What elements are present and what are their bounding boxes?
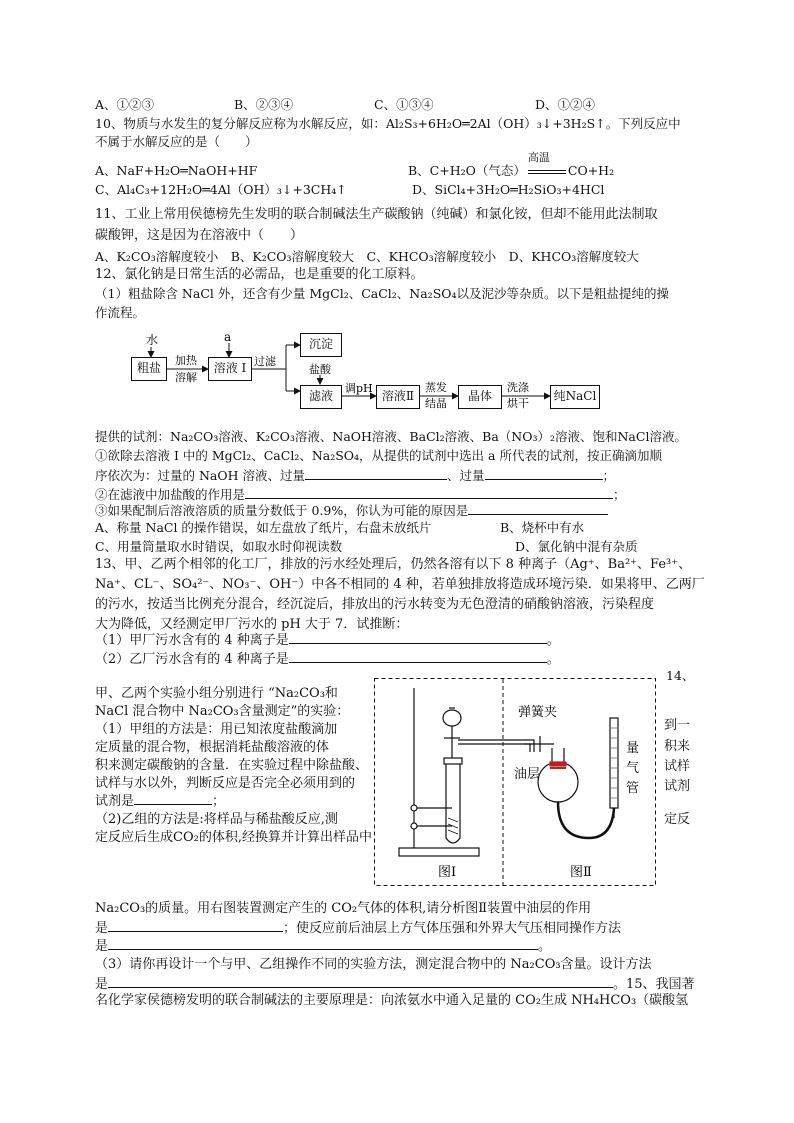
q12-sub3: ③如果配制后溶液溶质的质量分数低于 0.9%，你认为可能的原因是 <box>95 501 608 520</box>
q10-option-c: C、Al₄C₃+12H₂O═4Al（OH）₃↓+3CH₄↑ <box>95 182 347 197</box>
q9-option-a: A、①②③ <box>95 97 155 112</box>
box-pure-nacl: 纯NaCl <box>550 385 600 409</box>
q14-right-fragment-5: 定反 <box>664 812 691 827</box>
q12-part1-line1: （1）粗盐除含 NaCl 外，还含有少量 MgCl₂、CaCl₂、Na₂SO₄以及泥沙等杂质。以下是粗盐提纯的操 <box>95 286 670 301</box>
box-crude-salt: 粗盐 <box>131 357 167 381</box>
hcl-label: 盐酸 <box>309 363 331 376</box>
answer-blank-2[interactable] <box>485 466 603 480</box>
q14-line3: （1）甲组的方法是：用已知浓度盐酸滴加 <box>95 722 338 737</box>
q11-stem-line1: 11、工业上常用侯德榜先生发明的联合制碱法生产碳酸钠（纯碱）和氯化铵，但却不能用此法制取 <box>95 207 658 222</box>
q9-option-b: B、②③④ <box>234 97 294 112</box>
answer-blank-7[interactable] <box>134 791 212 805</box>
answer-blank-9[interactable] <box>108 936 538 950</box>
q10-option-a: A、NaF+H₂O═NaOH+HF <box>95 163 258 178</box>
answer-blank-4[interactable] <box>468 501 608 515</box>
box-solution-1: 溶液 I <box>208 357 252 381</box>
q12-sub2: ②在滤液中加盐酸的作用是 ； <box>95 487 626 502</box>
gas-burette-label-3: 管 <box>626 781 640 796</box>
crystallize-label: 结晶 <box>425 397 447 410</box>
q14-right-fragment-4: 试剂 <box>664 779 691 794</box>
q10-option-b: B、C+H₂O（气态） 高温 CO+H₂ <box>408 151 615 178</box>
reagent-a-label: a <box>224 330 232 344</box>
q9-option-d: D、①②④ <box>535 97 596 112</box>
q12-option-b: B、烧杯中有水 <box>500 520 585 535</box>
q14-line14: 是 。15、我国著 <box>95 974 695 994</box>
box-crystal: 晶体 <box>458 385 502 409</box>
box-precipitate: 沉淀 <box>300 333 342 357</box>
apparatus-figure <box>374 678 656 886</box>
answer-blank-10[interactable] <box>108 974 613 988</box>
heat-label: 加热 <box>175 354 197 367</box>
q13-line1: 13、甲、乙两个相邻的化工厂，排放的污水经处理后，仍然各溶有以下 8 种离子（Ag⁺、Ba²⁺、Fe³⁺、 <box>95 557 692 572</box>
q15-line1: 名化学家侯德榜发明的联合制碱法的主要原理是：向浓氨水中通入足量的 CO₂生成 NH₄HCO₃（碳酸氢 <box>95 993 689 1008</box>
q12-part1-line2: 作流程。 <box>95 305 146 320</box>
q13-answer1: （1）甲厂污水含有的 4 种离子是 。 <box>95 630 560 650</box>
q12-sub1-line1: ①欲除去溶液 I 中的 MgCl₂、CaCl₂、Na₂SO₄，从提供的试剂中选出 a 所代表的试剂，按正确滴加顺 <box>95 448 662 463</box>
q13-line3: 的污水，按适当比例充分混合，经沉淀后，排放出的污水转变为无色澄清的硝酸钠溶液，污染程度 <box>95 597 655 612</box>
q12-option-a: A、称量 NaCl 的操作错误，如左盘放了纸片，右盘未放纸片 <box>95 520 432 535</box>
q14-line4: 定质量的混合物，根据消耗盐酸溶液的体 <box>95 740 330 755</box>
q14-right-fragment-1: 到一 <box>664 718 691 733</box>
q14-line11: 是 ；使反应前后油层上方气体压强和外界大气压相同操作方法 <box>95 918 621 938</box>
q10-stem-line1: 10、物质与水发生的复分解反应称为水解反应，如：Al₂S₃+6H₂O═2Al（OH）₃↓+3H₂S↑。下列反应中 <box>95 116 681 131</box>
q11-stem-line2: 碳酸钾，这是因为在溶液中（ ） <box>95 228 304 243</box>
q11-options: A、K₂CO₃溶解度较小 B、K₂CO₃溶解度较大 C、KHCO₃溶解度较小 D、KHCO₃溶解度较大 <box>95 249 639 264</box>
answer-blank-1[interactable] <box>305 466 447 480</box>
q14-right-fragment-2: 积来 <box>664 739 691 754</box>
water-label: 水 <box>146 333 159 347</box>
adjust-ph-label: 调pH <box>345 382 373 395</box>
answer-blank-5[interactable] <box>289 630 547 644</box>
q14-line6: 试样与水以外，判断反应是否完全必须用到的 <box>95 776 356 791</box>
q12-sub1-line2: 序依次为：过量的 NaOH 溶液、过量 、过量 ； <box>95 468 616 483</box>
q12-option-d: D、氯化钠中混有杂质 <box>515 539 638 554</box>
dry-label: 烘干 <box>507 397 529 410</box>
evaporate-label: 蒸发 <box>425 381 447 394</box>
q13-line4: 大为降低，又经测定甲厂污水的 pH 大于 7．试推断： <box>95 617 409 632</box>
filter-label: 过滤 <box>254 355 276 368</box>
q14-line12: 是 。 <box>95 936 551 956</box>
high-temperature-condition: 高温 <box>527 151 550 164</box>
oil-layer-label: 油层 <box>514 767 541 782</box>
q14-line13: （3）请你再设计一个与甲、乙组操作不同的实验方法，测定混合物中的 Na₂CO₃含量。设计方法 <box>95 957 652 972</box>
q12-option-c: C、用量筒量取水时错误，如取水时仰视读数 <box>95 539 343 554</box>
q10-option-d: D、SiCl₄+3H₂O═H₂SiO₃+4HCl <box>412 182 605 197</box>
q12-reagents: 提供的试剂：Na₂CO₃溶液、K₂CO₃溶液、NaOH溶液、BaCl₂溶液、Ba（NO₃）₂溶液、饱和NaCl溶液。 <box>95 429 687 444</box>
box-solution-2: 溶液Ⅱ <box>376 385 420 409</box>
figure-2-caption: 图Ⅱ <box>570 865 592 880</box>
figure-1-caption: 图Ⅰ <box>438 865 457 880</box>
q14-line1: 甲、乙两个实验小组分别进行 “Na₂CO₃和 <box>95 686 338 701</box>
answer-blank-3[interactable] <box>245 485 613 499</box>
q9-option-c: C、①③④ <box>374 97 434 112</box>
q14-line10: Na₂CO₃的质量。用右图装置测定产生的 CO₂气体的体积,请分析图Ⅱ装置中油层的作用 <box>95 901 592 916</box>
q14-line5: 积来测定碳酸钠的含量．在实验过程中除盐酸、 <box>95 758 369 773</box>
gas-burette-label-2: 气 <box>626 761 640 776</box>
box-filtrate: 滤液 <box>300 385 342 409</box>
wash-label: 洗涤 <box>507 381 529 394</box>
answer-blank-8[interactable] <box>108 918 283 932</box>
q13-answer2: （2）乙厂污水含有的 4 种离子是 。 <box>95 649 560 669</box>
q14-line2: NaCl 混合物中 Na₂CO₃含量测定”的实验： <box>95 704 350 719</box>
q10-stem-line2: 不属于水解反应的是（ ） <box>95 134 258 149</box>
dissolve-label: 溶解 <box>175 371 197 384</box>
q14-line8: （2)乙组的方法是:将样品与稀盐酸反应,测 <box>95 812 338 827</box>
q14-line7: 试剂是 ； <box>95 791 225 811</box>
q14-right-fragment-3: 试样 <box>664 759 691 774</box>
q14-number: 14、 <box>666 668 695 683</box>
spring-clamp-label: 弹簧夹 <box>518 705 558 720</box>
q12-stem: 12、氯化钠是日常生活的必需品，也是重要的化工原料。 <box>95 267 424 282</box>
answer-blank-6[interactable] <box>289 649 547 663</box>
q14-line9: 定反应后生成CO₂的体积,经换算并计算出样品中 <box>95 830 372 845</box>
gas-burette-label-1: 量 <box>626 741 640 756</box>
q13-line2: Na⁺、CL⁻、SO₄²⁻、NO₃⁻、OH⁻）中各不相同的 4 种，若单独排放将造成环境污染．如果将甲、乙两厂 <box>95 577 705 592</box>
